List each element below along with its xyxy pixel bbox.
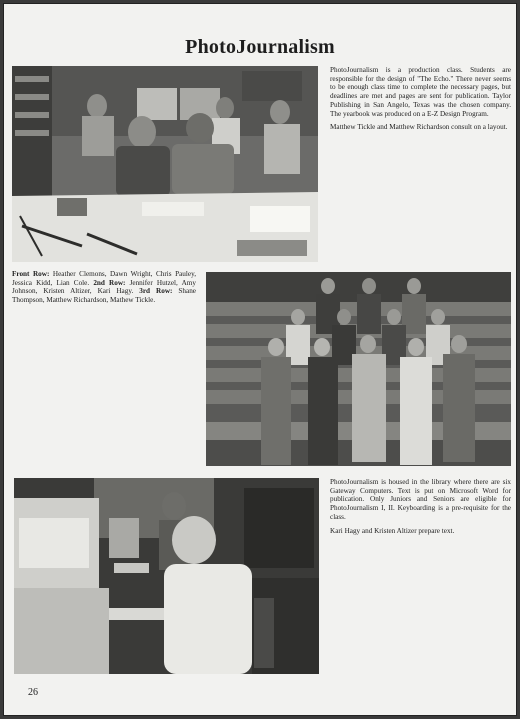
computer-lab-photo: [14, 478, 319, 674]
section1-paragraph2: Matthew Tickle and Matthew Richardson consult on a layout.: [330, 123, 508, 132]
yearbook-page: [4, 4, 516, 715]
group-photo-caption: [12, 270, 196, 305]
section2-paragraph2: Kari Hagy and Kristen Altizer prepare text.: [330, 526, 455, 535]
layout-consult-photo: [12, 66, 318, 262]
section1-paragraph1: PhotoJournalism is a production class. Students are responsible for the design of "The Echo." There never seems to be enough class time to complete the necessary pages, but deadlines are met and pages are sent for publication. Taylor Publishing in San Angelo, Texas was the chosen company. The yearbook was produced on a E-Z Design Program.: [330, 66, 511, 118]
second-row-label: 2nd Row:: [93, 278, 126, 287]
front-row-label: Front Row:: [12, 270, 50, 278]
section1-text: [330, 66, 511, 137]
front-row-names: Heather Clemons, Dawn Wright, Chris Pauley, Jessica Kidd, Lian Cole.: [12, 270, 196, 287]
third-row-names: Shane Thompson, Matthew Richardson, Mathew Tickle.: [12, 287, 196, 305]
section2-text: [330, 478, 511, 540]
second-row-names: Jennifer Hutzel, Amy Johnson, Kristen Altizer, Kari Hagy.: [12, 278, 196, 296]
section2-paragraph1: PhotoJournalism is housed in the library where there are six Gateway Computers. Text is put on Microsoft Word for publication. Only Juniors and Seniors are eligible for PhotoJournalism I, II. Keyboarding is a pre-requisite for the class.: [330, 478, 511, 521]
page-number: 26: [28, 687, 38, 698]
group-photo: [206, 272, 511, 466]
third-row-label: 3rd Row:: [139, 287, 173, 296]
page-title: PhotoJournalism: [185, 36, 335, 58]
